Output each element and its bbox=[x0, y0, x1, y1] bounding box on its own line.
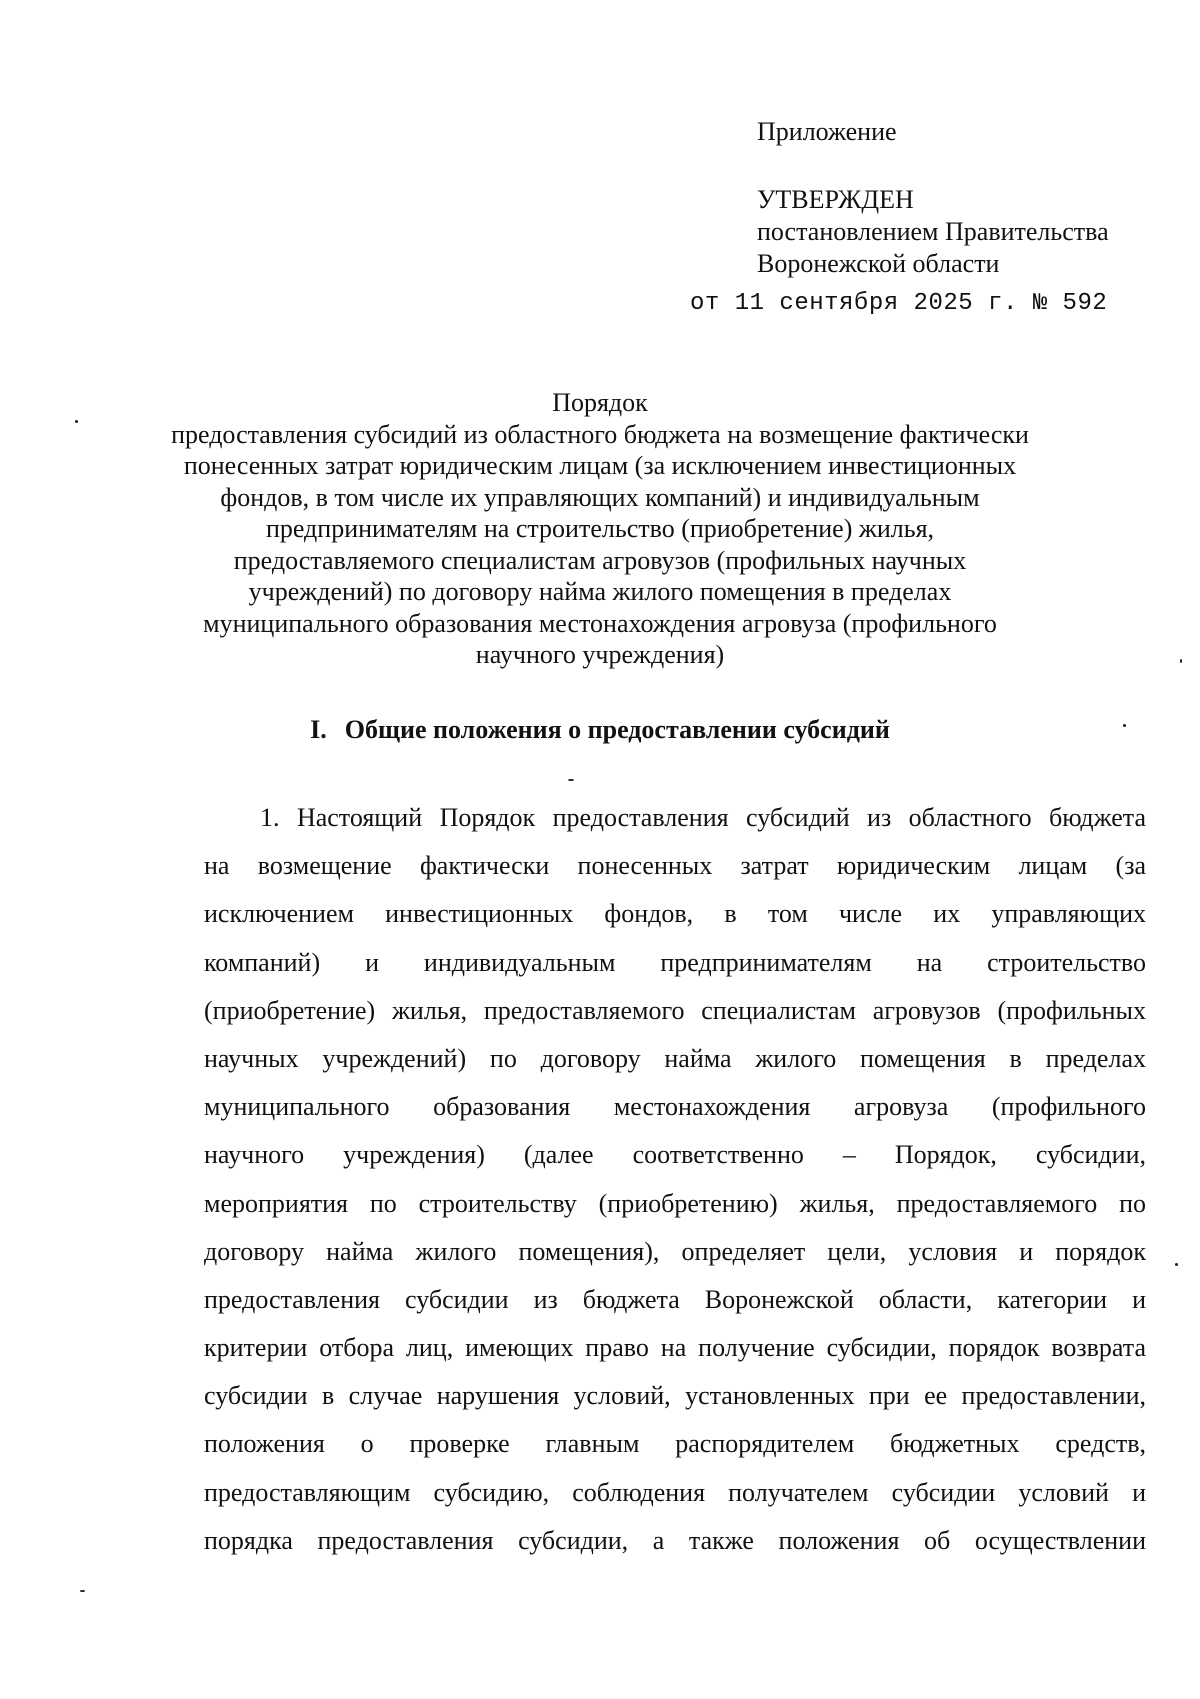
paragraph-line: муниципального образования местонахождения агровуза (профильного bbox=[204, 1092, 1146, 1122]
paragraph-line: научного учреждения) (далее соответственно – Порядок, субсидии, bbox=[204, 1140, 1146, 1170]
paragraph-line: критерии отбора лиц, имеющих право на получение субсидии, порядок возврата bbox=[204, 1333, 1146, 1363]
title-heading: Порядок bbox=[552, 388, 648, 417]
scan-speck bbox=[1123, 724, 1126, 727]
title-line: научного учреждения) bbox=[475, 640, 725, 669]
paragraph-line: субсидии в случае нарушения условий, установленных при ее предоставлении, bbox=[204, 1381, 1146, 1411]
scan-speck bbox=[568, 779, 574, 781]
title-line: предоставления субсидий из областного бюджета на возмещение фактически bbox=[171, 419, 1029, 449]
paragraph-1 bbox=[204, 794, 1146, 1565]
title-line: предпринимателям на строительство (приобретение) жилья, bbox=[265, 514, 935, 543]
paragraph-line: исключением инвестиционных фондов, в том числе их управляющих bbox=[204, 899, 1146, 929]
title-line: предоставляемого специалистам агровузов (профильных научных bbox=[233, 545, 967, 575]
decree-date-number: от 11 сентября 2025 г. № 592 bbox=[690, 290, 1108, 317]
paragraph-line: мероприятия по строительству (приобретению) жилья, предоставляемого по bbox=[204, 1188, 1146, 1218]
section-number: I. bbox=[310, 715, 327, 744]
paragraph-line: предоставляющим субсидию, соблюдения получателем субсидии условий и bbox=[204, 1477, 1146, 1507]
approval-block bbox=[757, 116, 1109, 280]
paragraph-line: научных учреждений) по договору найма жилого помещения в пределах bbox=[204, 1043, 1146, 1073]
paragraph-line: порядка предоставления субсидии, а также положения об осуществлении bbox=[204, 1525, 1146, 1555]
paragraph-line: 1. Настоящий Порядок предоставления субсидий из областного бюджета bbox=[260, 803, 1146, 832]
paragraph-line: (приобретение) жилья, предоставляемого специалистам агровузов (профильных bbox=[204, 995, 1146, 1025]
title-line: муниципального образования местонахождения агровуза (профильного bbox=[203, 608, 997, 638]
scan-speck bbox=[75, 420, 78, 423]
paragraph-line: предоставления субсидии из бюджета Воронежской области, категории и bbox=[204, 1284, 1146, 1314]
section-title: Общие положения о предоставлении субсидий bbox=[344, 715, 890, 744]
approved-by-line-1: постановлением Правительства bbox=[757, 217, 1109, 246]
appendix-label: Приложение bbox=[757, 117, 897, 146]
approved-label: УТВЕРЖДЕН bbox=[757, 185, 914, 214]
paragraph-line: положения о проверке главным распорядителем бюджетных средств, bbox=[204, 1429, 1146, 1459]
approved-by-line-2: Воронежской области bbox=[757, 249, 1000, 278]
scan-speck bbox=[1180, 659, 1182, 663]
scan-speck bbox=[1175, 1263, 1178, 1266]
title-line: понесенных затрат юридическим лицам (за исключением инвестиционных bbox=[183, 451, 1017, 480]
document-title bbox=[150, 387, 1050, 671]
paragraph-line: компаний) и индивидуальным предпринимателям на строительство bbox=[204, 947, 1146, 977]
section-heading bbox=[150, 714, 1050, 746]
scan-speck bbox=[80, 1590, 85, 1592]
paragraph-line: на возмещение фактически понесенных затрат юридическим лицам (за bbox=[204, 851, 1146, 881]
paragraph-line: договору найма жилого помещения), определяет цели, условия и порядок bbox=[204, 1236, 1146, 1266]
title-line: фондов, в том числе их управляющих компаний) и индивидуальным bbox=[220, 482, 980, 512]
title-line: учреждений) по договору найма жилого помещения в пределах bbox=[248, 577, 952, 606]
